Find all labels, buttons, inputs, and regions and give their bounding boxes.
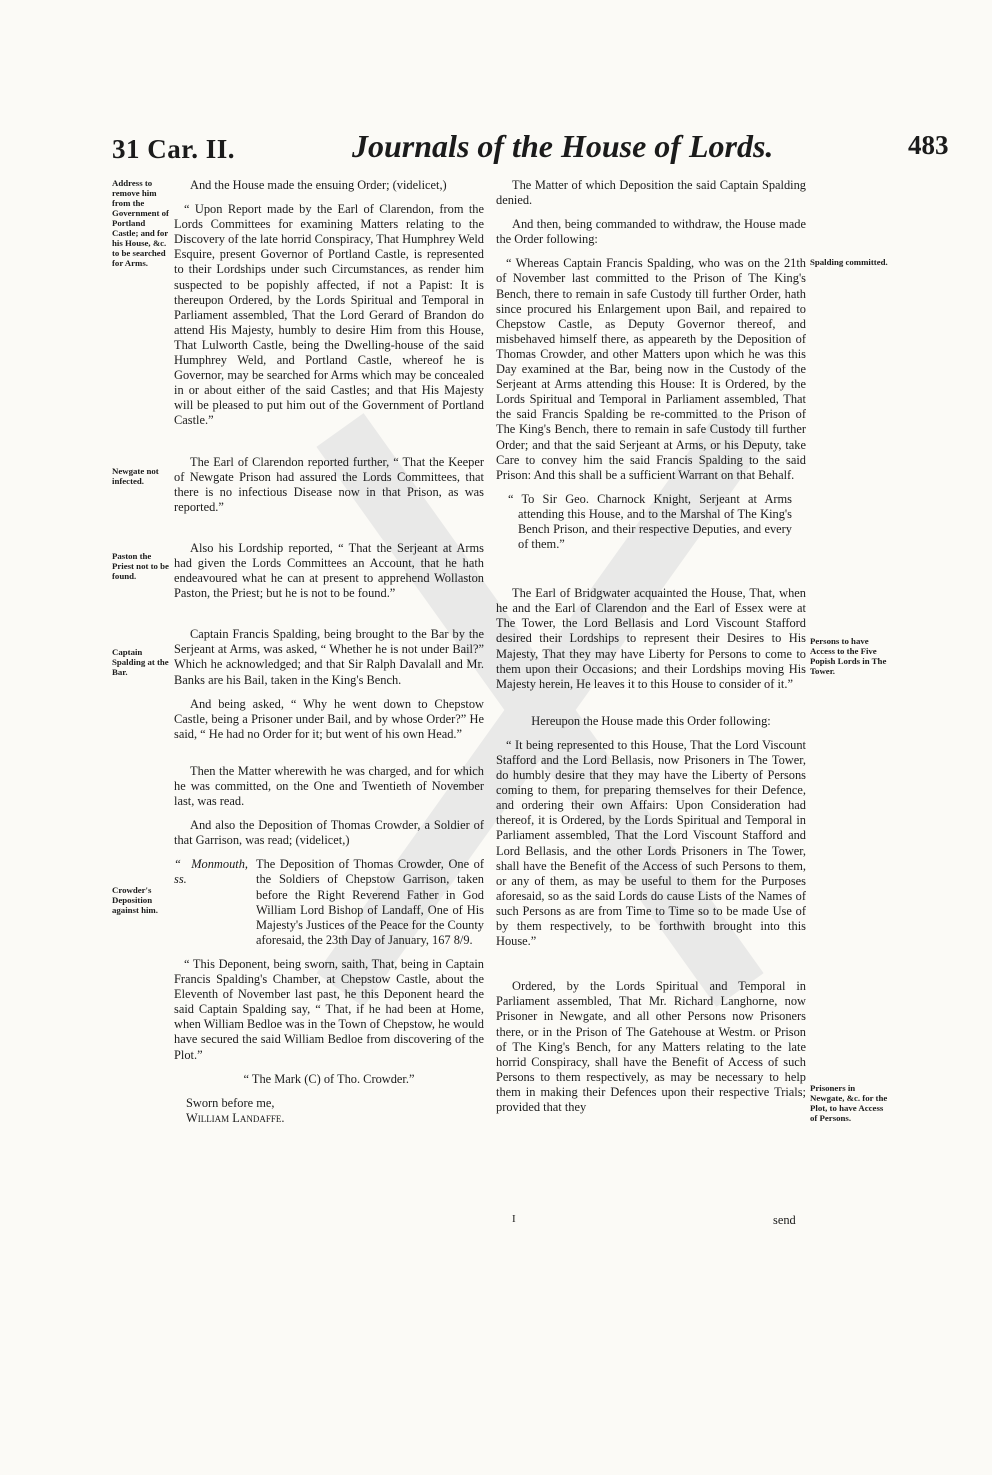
order-prisoners-access: Ordered, by the Lords Spiritual and Temporal in Parliament assembled, That Mr. Richard Langhorne, now Prisoner in Newgate, and all other Persons now Prisoners there, or in the Prison of The Gatehouse at Westm. or Prison of The King's Bench, for any Matters relating to the late horrid Conspiracy, shall have the Benefit of Access of such Persons to them respectively, as may be necessary to help them in making their Defences upon their respective Trials; provided that they	[496, 979, 806, 1114]
paragraph-denied: The Matter of which Deposition the said Captain Spalding denied.	[496, 178, 806, 208]
sworn-before: Sworn before me,	[186, 1095, 275, 1110]
paragraph-newgate: The Earl of Clarendon reported further, “ That the Keeper of Newgate Prison had assured the Lords Committees, that there is no infectious Disease now in that Prison, as was reported.”	[174, 454, 484, 514]
right-column	[496, 178, 806, 1124]
margin-note-prisoners: Prisoners in Newgate, &c. for the Plot, to have Access of Persons.	[810, 1083, 888, 1123]
paragraph-chepstow: And being asked, “ Why he went down to Chepstow Castle, being a Prisoner under Bail, and by whose Order?” He said, “ He had no Order for it; but went of his own Head.”	[174, 696, 484, 741]
order-portland: “ Upon Report made by the Earl of Clarendon, from the Lords Committees for examining Matters relating to the Discovery of the late horrid Conspiracy, That Humphrey Weld Esquire, present Governor of Portland Castle, is represented to their Lordships under such Circumstances, as render him suspected to be popishly affected, if not a Papist: It is thereupon Ordered, by the Lords Spiritual and Temporal in Parliament assembled, That the Lord Gerard of Brandon do attend His Majesty, humbly to desire Him from this House, That Lulworth Castle, being the Dwelling-house of the said Humphrey Weld, and Portland Castle, whereof he is Governor, may be searched for Arms which may be concealed in or about either of the said Castles; and that His Majesty will be pleased to put him out of the Government of Portland Castle.”	[174, 202, 484, 428]
margin-note-address: Address to remove him from the Government of Portland Castle; and for his House, &c. to be searched for Arms.	[112, 178, 169, 268]
deposition-title: The Deposition of Thomas Crowder, One of the Soldiers of Chepstow Garrison, taken before the Right Reverend Father in God William Lord Bishop of Landaff, One of His Majesty's Justices of the Peace for the County aforesaid, the 23th Day of January, 167 8/9.	[256, 857, 484, 947]
paragraph-paston: Also his Lordship reported, “ That the Serjeant at Arms had given the Lords Committees an Account, that he hath endeavoured what he can at present to apprehend Wollaston Paston, the Priest; but he is not to be found.”	[174, 540, 484, 601]
left-column	[174, 178, 484, 1126]
regnal-year-header: 31 Car. II.	[112, 134, 236, 164]
paragraph-matter-read: Then the Matter wherewith he was charged, and for which he was committed, on the One and Twentieth of November last, was read.	[174, 763, 484, 809]
margin-note-five-lords: Persons to have Access to the Five Popish Lords in The Tower.	[810, 636, 887, 676]
margin-note-newgate: Newgate not infected.	[112, 466, 159, 486]
deposition-heading	[174, 857, 484, 948]
page-number: 483	[908, 130, 949, 160]
paragraph-spalding-bar: Captain Francis Spalding, being brought to the Bar by the Serjeant at Arms, was asked, “ Whether he is not under Bail?” Which he acknowledged; and that Sir Ralph Davalall and Mr. Banks are his Bail, taken in the King's Bench.	[174, 627, 484, 687]
journal-title-header: Journals of the House of Lords.	[352, 128, 774, 164]
paragraph-hereupon: Hereupon the House made this Order following:	[531, 713, 771, 728]
order-lords-access: “ It being represented to this House, That the Lord Viscount Stafford and the Lord Bellasis, now Prisoners in The Tower, do humbly desire that they may have the Liberty of Persons coming to them, for preparing themselves for their Defence, and ordering their own Affairs: Upon Consideration had thereof, it is Ordered, by the Lords Spiritual and Temporal in Parliament assembled, That the Lord Viscount Stafford and Lord Bellasis, and the other Lords Prisoners in The Tower, shall have the Benefit of the Access of such Persons to them, or any of them, as may be useful to them for the Purposes aforesaid, so as the said Lords do cause Lists of the Names of such Persons as are from Time to Time so to be made Use of by them respectively, to be forthwith brought into this House.”	[496, 737, 806, 949]
deposition-body: “ This Deponent, being sworn, saith, That, being in Captain Francis Spalding's Chamber, at Chepstow Castle, about the Eleventh of November last past, he this Deponent heard the said Captain Spalding say, “ That, if he had been at Home, when William Bedloe was in the Town of Chepstow, he would have secured the said William Bedloe from discovering of the Plot.”	[174, 956, 484, 1062]
paragraph-bridgwater: The Earl of Bridgwater acquainted the House, That, when he and the Earl of Clarendon and the Earl of Essex were at The Tower, the Lord Bellasis and Lord Viscount Stafford desired their Lordships to represent their Desires to His Majesty, That they may have Liberty for Persons to come to them upon their Occasions; and their Lordships moving His Majesty herein, He leaves it to this House to consider of it.”	[496, 586, 806, 691]
margin-note-spalding-bar: Captain Spalding at the Bar.	[112, 647, 169, 677]
address-charnock: “ To Sir Geo. Charnock Knight, Serjeant at Arms attending this House, and to the Marshal of The King's Bench Prison, and their respective Deputies, and every of them.”	[508, 491, 792, 552]
paragraph: And the House made the ensuing Order; (videlicet,)	[190, 178, 447, 192]
margin-note-paston: Paston the Priest not to be found.	[112, 551, 169, 581]
signature-mark: I	[512, 1213, 516, 1225]
bishop-signature: William Landaffe.	[186, 1110, 285, 1125]
paragraph-deposition-read: And also the Deposition of Thomas Crowder, a Soldier of that Garrison, was read; (videlicet,)	[174, 818, 484, 848]
margin-note-spalding-committed: Spalding committed.	[810, 257, 888, 267]
deposition-place: “ Monmouth, ss.	[174, 857, 248, 887]
paragraph-withdraw: And then, being commanded to withdraw, the House made the Order following:	[496, 217, 806, 247]
order-spalding-recommit: “ Whereas Captain Francis Spalding, who was on the 21th of November last committed to the Prison of The King's Bench, there to remain in safe Custody till further Order, hath since procured his Enlargement upon Bail, and repaired to Chepstow Castle, as Deputy Governor thereof, and misbehaved himself there, as appeareth by the Deposition of Thomas Crowder, and other Matters upon which he was this Day examined at the Bar, being now in the Custody of the Serjeant at Arms attending this House: It is Ordered, by the Lords Spiritual and Temporal in Parliament assembled, That the said Francis Spalding be re-committed to the Prison of The King's Bench, there to remain in safe Custody till further Order; and that the said Serjeant at Arms, or his Deputy, take Care to convey him the said Francis Spalding to the said Prison: And this shall be a sufficient Warrant on that Behalf.	[496, 256, 806, 482]
catchword: send	[773, 1213, 796, 1227]
margin-note-crowder: Crowder's Deposition against him.	[112, 885, 158, 915]
crowder-mark: “ The Mark (C) of Tho. Crowder.”	[243, 1071, 415, 1086]
